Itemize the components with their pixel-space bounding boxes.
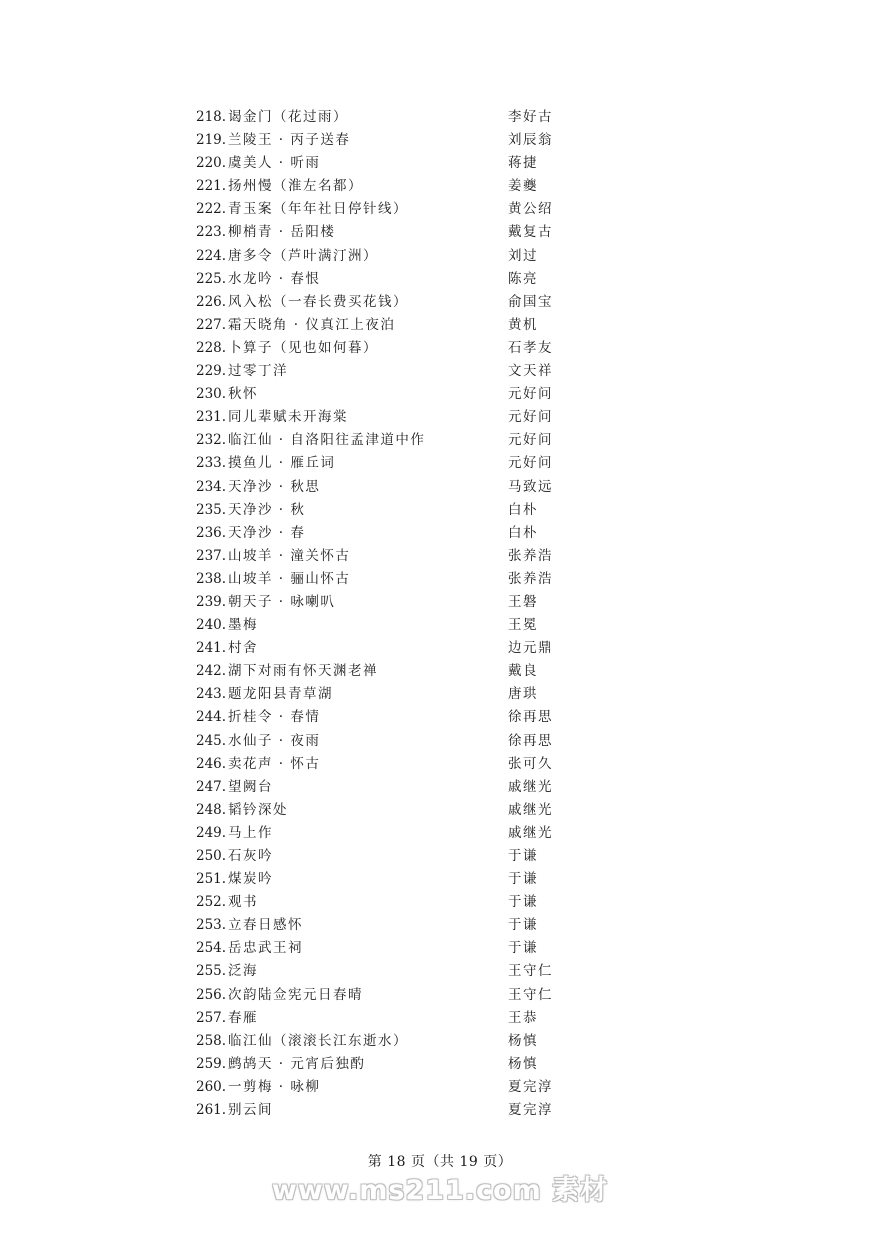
poem-author: 戚继光 (508, 778, 553, 795)
poem-number: 259. (196, 1055, 227, 1072)
poem-entry (196, 175, 576, 198)
poem-number: 221. (196, 178, 227, 195)
poem-author: 王守仁 (508, 986, 553, 1003)
poem-entry (196, 591, 576, 614)
poem-title: 水龙吟 · 春恨 (228, 270, 321, 287)
poem-author: 李好古 (508, 109, 553, 125)
poem-number: 247. (196, 778, 227, 795)
poem-number: 257. (196, 1009, 227, 1026)
poem-number: 246. (196, 755, 227, 772)
poem-title: 卖花声 · 怀古 (228, 755, 321, 772)
poem-entry (196, 683, 576, 706)
poem-author: 张养浩 (508, 570, 553, 587)
poem-number: 237. (196, 547, 227, 564)
poem-title: 唐多令（芦叶满汀洲） (228, 247, 378, 264)
poem-title: 天净沙 · 春 (228, 524, 306, 541)
poem-title: 霜天晓角 · 仪真江上夜泊 (228, 316, 396, 333)
poem-author: 蒋捷 (508, 155, 538, 172)
poem-title: 山坡羊 · 潼关怀古 (228, 547, 351, 564)
poem-title: 朝天子 · 咏喇叭 (228, 593, 336, 610)
poem-entry (196, 660, 576, 683)
poem-title: 题龙阳县青草湖 (228, 686, 333, 703)
poem-title: 山坡羊 · 骊山怀古 (228, 570, 351, 587)
poem-title: 兰陵王 · 丙子送春 (228, 132, 351, 149)
poem-entry (196, 452, 576, 475)
poem-title: 风入松（一春长费买花钱） (228, 293, 408, 310)
poem-entry (196, 314, 576, 337)
poem-author: 徐再思 (508, 709, 553, 726)
poem-title: 水仙子 · 夜雨 (228, 732, 321, 749)
poem-author: 王恭 (508, 1009, 538, 1026)
poem-list (196, 106, 576, 1122)
poem-author: 元好问 (508, 455, 553, 472)
poem-number: 222. (196, 201, 227, 218)
poem-entry (196, 568, 576, 591)
poem-title: 春雁 (228, 1009, 258, 1026)
poem-author: 黄机 (508, 316, 538, 333)
poem-number: 258. (196, 1032, 227, 1049)
poem-number: 260. (196, 1078, 227, 1095)
poem-entry (196, 499, 576, 522)
poem-entry (196, 106, 576, 129)
poem-entry (196, 291, 576, 314)
poem-number: 231. (196, 409, 227, 426)
poem-title: 柳梢青 · 岳阳楼 (228, 224, 336, 241)
poem-entry (196, 383, 576, 406)
poem-number: 254. (196, 940, 227, 957)
poem-number: 243. (196, 686, 227, 703)
poem-author: 于谦 (508, 848, 538, 864)
poem-number: 228. (196, 339, 227, 356)
poem-entry (196, 891, 576, 914)
poem-title: 同儿辈赋未开海棠 (228, 409, 348, 426)
poem-number: 234. (196, 478, 227, 495)
poem-entry (196, 614, 576, 637)
poem-author: 王守仁 (508, 963, 553, 980)
poem-entry (196, 1053, 576, 1076)
poem-author: 夏完淳 (508, 1078, 553, 1095)
poem-title: 马上作 (228, 824, 273, 841)
poem-entry (196, 221, 576, 244)
poem-number: 236. (196, 524, 227, 541)
poem-title: 湖下对雨有怀天渊老禅 (228, 663, 378, 680)
poem-author: 白朴 (508, 524, 538, 541)
poem-title: 摸鱼儿 · 雁丘词 (228, 455, 336, 472)
poem-title: 泛海 (228, 963, 258, 980)
poem-title: 过零丁洋 (228, 363, 288, 380)
poem-author: 张养浩 (508, 547, 553, 564)
poem-title: 青玉案（年年社日停针线） (228, 201, 408, 218)
poem-author: 杨慎 (508, 1055, 538, 1072)
poem-number: 232. (196, 432, 227, 449)
poem-entry (196, 337, 576, 360)
poem-author: 于谦 (508, 917, 538, 934)
poem-number: 227. (196, 316, 227, 333)
poem-title: 秋怀 (228, 386, 258, 403)
poem-author: 杨慎 (508, 1032, 538, 1049)
poem-number: 248. (196, 801, 227, 818)
poem-entry (196, 198, 576, 221)
poem-title: 别云间 (228, 1102, 273, 1119)
poem-entry (196, 822, 576, 845)
poem-number: 253. (196, 917, 227, 934)
page-footer: 第 18 页（共 19 页） (367, 1154, 513, 1170)
poem-entry (196, 545, 576, 568)
poem-author: 刘过 (508, 247, 538, 264)
poem-entry (196, 937, 576, 960)
poem-author: 陈亮 (508, 270, 538, 287)
poem-title: 鹧鸪天 · 元宵后独酌 (228, 1055, 366, 1072)
poem-number: 229. (196, 363, 227, 380)
poem-number: 250. (196, 848, 227, 864)
poem-entry (196, 984, 576, 1007)
poem-author: 文天祥 (508, 363, 553, 380)
poem-entry (196, 730, 576, 753)
poem-author: 白朴 (508, 501, 538, 518)
poem-number: 218. (196, 109, 227, 125)
poem-author: 王冕 (508, 617, 538, 634)
poem-author: 元好问 (508, 386, 553, 403)
poem-number: 261. (196, 1102, 227, 1119)
watermark: www.ms211.com 素材 (271, 1175, 609, 1206)
poem-entry (196, 637, 576, 660)
poem-author: 戴良 (508, 663, 538, 680)
poem-author: 王磐 (508, 593, 538, 610)
poem-title: 岳忠武王祠 (228, 940, 303, 957)
poem-author: 元好问 (508, 409, 553, 426)
poem-title: 临江仙 · 自洛阳往孟津道中作 (228, 432, 426, 449)
poem-number: 240. (196, 617, 227, 634)
poem-number: 226. (196, 293, 227, 310)
poem-title: 天净沙 · 秋 (228, 501, 306, 518)
poem-entry (196, 914, 576, 937)
poem-entry (196, 868, 576, 891)
poem-title: 折桂令 · 春情 (228, 709, 321, 726)
poem-entry (196, 268, 576, 291)
poem-author: 戚继光 (508, 824, 553, 841)
poem-entry (196, 845, 576, 868)
poem-title: 谒金门（花过雨） (228, 109, 348, 125)
poem-title: 临江仙（滚滚长江东逝水） (228, 1032, 408, 1049)
poem-title: 石灰吟 (228, 848, 273, 864)
poem-entry (196, 476, 576, 499)
poem-entry (196, 753, 576, 776)
poem-title: 村舍 (228, 640, 258, 657)
poem-entry (196, 776, 576, 799)
poem-entry (196, 360, 576, 383)
poem-author: 石孝友 (508, 339, 553, 356)
poem-number: 252. (196, 894, 227, 911)
poem-number: 245. (196, 732, 227, 749)
poem-number: 235. (196, 501, 227, 518)
poem-entry (196, 429, 576, 452)
poem-author: 刘辰翁 (508, 132, 553, 149)
poem-author: 边元鼎 (508, 640, 553, 657)
poem-entry (196, 152, 576, 175)
poem-number: 242. (196, 663, 227, 680)
poem-author: 徐再思 (508, 732, 553, 749)
poem-title: 煤炭吟 (228, 871, 273, 888)
poem-author: 马致远 (508, 478, 553, 495)
poem-number: 219. (196, 132, 227, 149)
poem-author: 夏完淳 (508, 1102, 553, 1119)
poem-title: 天净沙 · 秋思 (228, 478, 321, 495)
poem-entry (196, 1099, 576, 1122)
poem-title: 望阙台 (228, 778, 273, 795)
poem-number: 241. (196, 640, 227, 657)
poem-title: 韬钤深处 (228, 801, 288, 818)
poem-author: 于谦 (508, 894, 538, 911)
poem-author: 元好问 (508, 432, 553, 449)
poem-entry (196, 245, 576, 268)
poem-author: 戚继光 (508, 801, 553, 818)
poem-title: 扬州慢（淮左名都） (228, 178, 363, 195)
poem-title: 一剪梅 · 咏柳 (228, 1078, 321, 1095)
poem-entry (196, 706, 576, 729)
poem-number: 255. (196, 963, 227, 980)
poem-author: 戴复古 (508, 224, 553, 241)
poem-title: 墨梅 (228, 617, 258, 634)
poem-number: 249. (196, 824, 227, 841)
poem-number: 244. (196, 709, 227, 726)
poem-author: 俞国宝 (508, 293, 553, 310)
poem-title: 立春日感怀 (228, 917, 303, 934)
poem-entry (196, 406, 576, 429)
poem-number: 230. (196, 386, 227, 403)
poem-number: 251. (196, 871, 227, 888)
poem-number: 233. (196, 455, 227, 472)
poem-entry (196, 1030, 576, 1053)
poem-author: 张可久 (508, 755, 553, 772)
poem-entry (196, 522, 576, 545)
poem-title: 次韵陆佥宪元日春晴 (228, 986, 363, 1003)
poem-author: 姜夔 (508, 178, 538, 195)
poem-author: 黄公绍 (508, 201, 553, 218)
poem-title: 卜算子（见也如何暮） (228, 339, 378, 356)
poem-number: 239. (196, 593, 227, 610)
poem-number: 220. (196, 155, 227, 172)
poem-title: 观书 (228, 894, 258, 911)
poem-number: 225. (196, 270, 227, 287)
poem-entry (196, 1007, 576, 1030)
poem-entry (196, 129, 576, 152)
poem-number: 238. (196, 570, 227, 587)
poem-entry (196, 960, 576, 983)
poem-number: 223. (196, 224, 227, 241)
poem-title: 虞美人 · 听雨 (228, 155, 321, 172)
poem-author: 于谦 (508, 871, 538, 888)
poem-author: 于谦 (508, 940, 538, 957)
poem-author: 唐珙 (508, 686, 538, 703)
poem-number: 256. (196, 986, 227, 1003)
poem-entry (196, 799, 576, 822)
poem-entry (196, 1076, 576, 1099)
poem-number: 224. (196, 247, 227, 264)
